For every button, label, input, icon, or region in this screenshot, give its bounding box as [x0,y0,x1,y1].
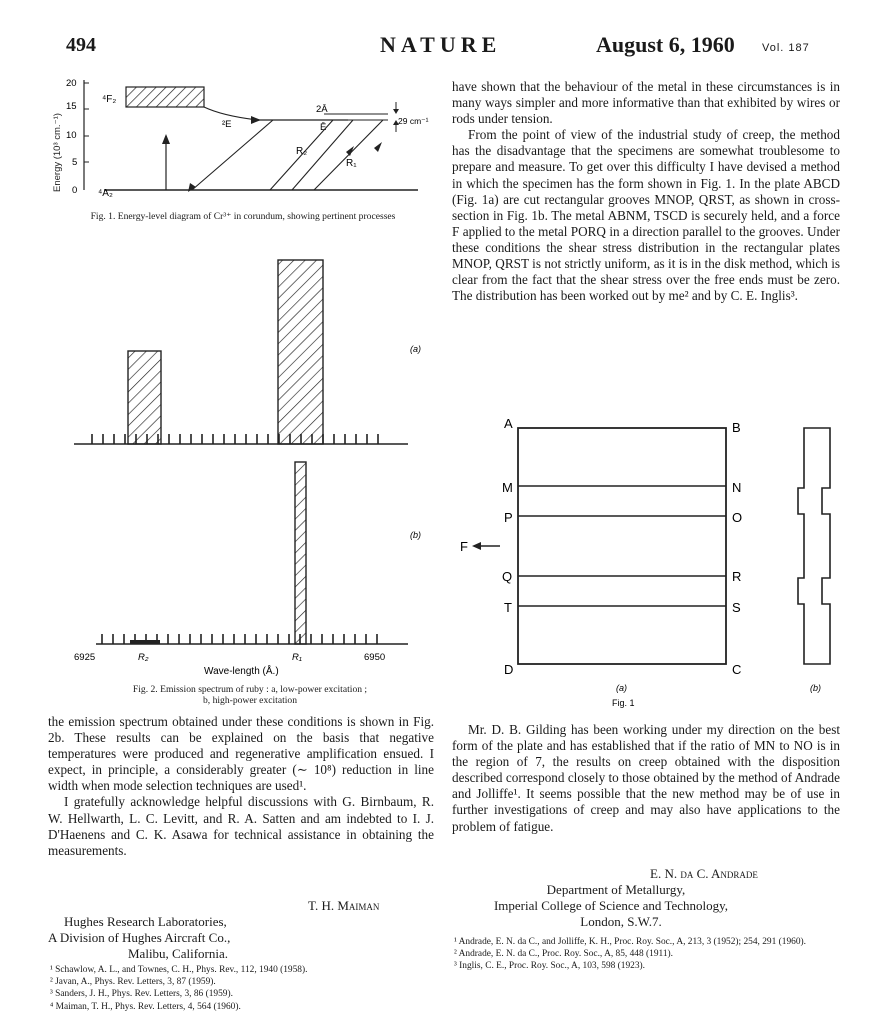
f2-band [126,87,204,107]
right-author: E. N. da C. Andrade [650,866,758,881]
plate-panel-a [460,416,742,693]
tick-r1: R₁ [292,652,302,663]
force-arrow-icon [472,542,481,550]
emission-spectrum-figure [62,254,450,684]
label-F: F [460,539,468,554]
label-A: A [504,416,513,431]
affil-line-3: Malibu, California. [128,946,229,961]
affil-line-2: A Division of Hughes Aircraft Co., [48,930,231,945]
reference: ¹ Andrade, E. N. da C., and Jolliffe, K. H., Proc. Roy. Soc., A, 213, 3 (1952); 254, 291 (1960). [454,937,806,947]
29cm-label: 29 cm⁻¹ [398,116,429,126]
r1-label: R₁ [346,158,357,169]
r1-peak-b [295,462,306,644]
reference: ³ Sanders, J. H., Phys. Rev. Letters, 3, 86 (1959). [50,989,233,1000]
fig2-caption-line1: Fig. 2. Emission spectrum of ruby : a, low-power excitation ; [132,684,368,695]
right-paragraph-2: From the point of view of the industrial study of creep, the method has the disadvantage that the specimens are somewhat troublesome to prepare and measure. To get over this difficulty I have devised a method in which the specimen has the form shown in Fig. 1. In the plate ABCD (Fig. 1a) are cut rectangular grooves MNOP, QRST, as shown in cross-section in Fig. 1b. The metal ABNM, TSCD is securely held, and a force F applied to the metal PORQ in a direction parallel to the grooves. Under these conditions the shear stress distribution in the rectangular plates MNOP, QRST is not strictly uniform, as it is in the disk method, which is clear from the fact that the shear stress over the free ends must be zero. The distribution has been worked out by me² and by C. E. Inglis³. [452,127,840,304]
page-number: 494 [66,34,96,56]
plate-fig-caption: Fig. 1 [612,698,635,708]
label-B: B [732,420,741,435]
tick-6950: 6950 [364,652,386,663]
panel-a-label: (a) [410,344,421,354]
plate-figure [454,412,844,712]
f2-label: ⁴F₂ [102,94,117,105]
label-Q: Q [502,569,513,584]
affil-line-1: Hughes Research Laboratories, [64,914,227,929]
reference: ¹ Schawlow, A. L., and Townes, C. H., Phys. Rev., 112, 1940 (1958). [50,965,308,975]
label-T: T [504,600,512,615]
right-references [454,936,842,973]
label-P: P [504,510,513,525]
r2-peak-a [128,351,161,444]
reference: ³ Inglis, C. E., Proc. Roy. Soc., A, 103, 598 (1923). [454,961,646,972]
label-M: M [502,480,513,495]
energy-level-diagram [48,76,438,202]
fig1-ytick: 20 [66,78,77,89]
fig1-ytick: 0 [72,185,78,196]
plate-panel-b-label: (b) [810,683,821,693]
right-body-text-top [452,79,840,304]
left-references [50,964,442,1013]
reference: ⁴ Maiman, T. H., Phys. Rev. Letters, 4, 564 (1960). [50,1001,241,1012]
plate-panel-a-label: (a) [616,683,627,693]
journal-title: NATURE [380,32,502,57]
r2-label: R₂ [296,146,308,157]
panel-b-label: (b) [410,530,421,540]
label-D: D [504,662,514,677]
label-S: S [732,600,741,615]
left-body-text [48,714,434,859]
right-paragraph-1: have shown that the behaviour of the metal in these circumstances is in many ways simpler and more informative than that exhibited by wires or rods under tension. [452,79,840,127]
fig1-ytick: 5 [72,157,78,168]
reference: ² Javan, A., Phys. Rev. Letters, 3, 87 (1959). [50,977,216,988]
left-paragraph-1: the emission spectrum obtained under these conditions is shown in Fig. 2b. These results can be explained on the basis that negative temperatures were produced and regenerative amplification ensued. I expect, in principle, a considerably greater (∼ 10⁸) reduction in line width when mode selection techniques are used¹. [48,714,434,794]
spectrum-panel-a [74,260,421,444]
fig2-xlabel: Wave-length (Å.) [204,666,279,677]
affil-line-3: London, S.W.7. [580,914,662,929]
affil-line-1: Department of Metallurgy, [546,882,686,897]
fig1-ytick: 10 [66,130,77,141]
e-label: ²E [222,119,232,130]
affil-line-2: Imperial College of Science and Technology, [493,898,729,913]
label-C: C [732,662,742,677]
right-affiliation [452,882,840,930]
volume-label: Vol. 187 [762,42,810,54]
spectrum-panel-b [74,462,421,677]
ebar-label: Ē [320,122,327,133]
right-body-text-bottom [452,722,840,835]
2a-label: 2Ā [316,104,328,115]
r2-peak-b [130,640,160,644]
label-N: N [732,480,742,495]
tick-6925: 6925 [74,652,96,663]
fig1-ytick: 15 [66,101,77,112]
label-R: R [732,569,742,584]
fig2-caption [54,684,446,706]
reference: ² Andrade, E. N. da C., Proc. Roy. Soc., A, 85, 448 (1911). [454,949,674,960]
fig1-ylabel: Energy (10³ cm.⁻¹) [52,113,63,192]
fig1-caption: Fig. 1. Energy-level diagram of Cr³⁺ in corundum, showing pertinent processes [90,211,396,222]
tick-r2: R₂ [138,652,149,663]
fig2-caption-line2: b, high-power excitation [202,695,298,706]
right-paragraph-3: Mr. D. B. Gilding has been working under my direction on the best form of the plate and has established that if the ratio of MN to NO is in the region of 7, the results on creep obtained with the disposition described correspond closely to those obtained by the method of Andrade and Jolliffe¹. It seems possible that the new method may be of use in further investigations of creep and may also have applications to the problem of fatigue. [452,722,840,834]
r1-peak-a [278,260,323,444]
plate-panel-b [798,428,830,693]
left-paragraph-2: I gratefully acknowledge helpful discussions with G. Birnbaum, R. W. Hellwarth, L. C. Levitt, and R. A. Satten and am indebted to I. J. D'Haenens and C. K. Asawa for technical assistance in obtaining the measurements. [48,794,434,858]
issue-date: August 6, 1960 [596,32,735,57]
left-author: T. H. Maiman [308,898,380,913]
label-O: O [732,510,743,525]
left-affiliation [48,914,231,962]
a2-label: ⁴A₂ [98,188,113,199]
